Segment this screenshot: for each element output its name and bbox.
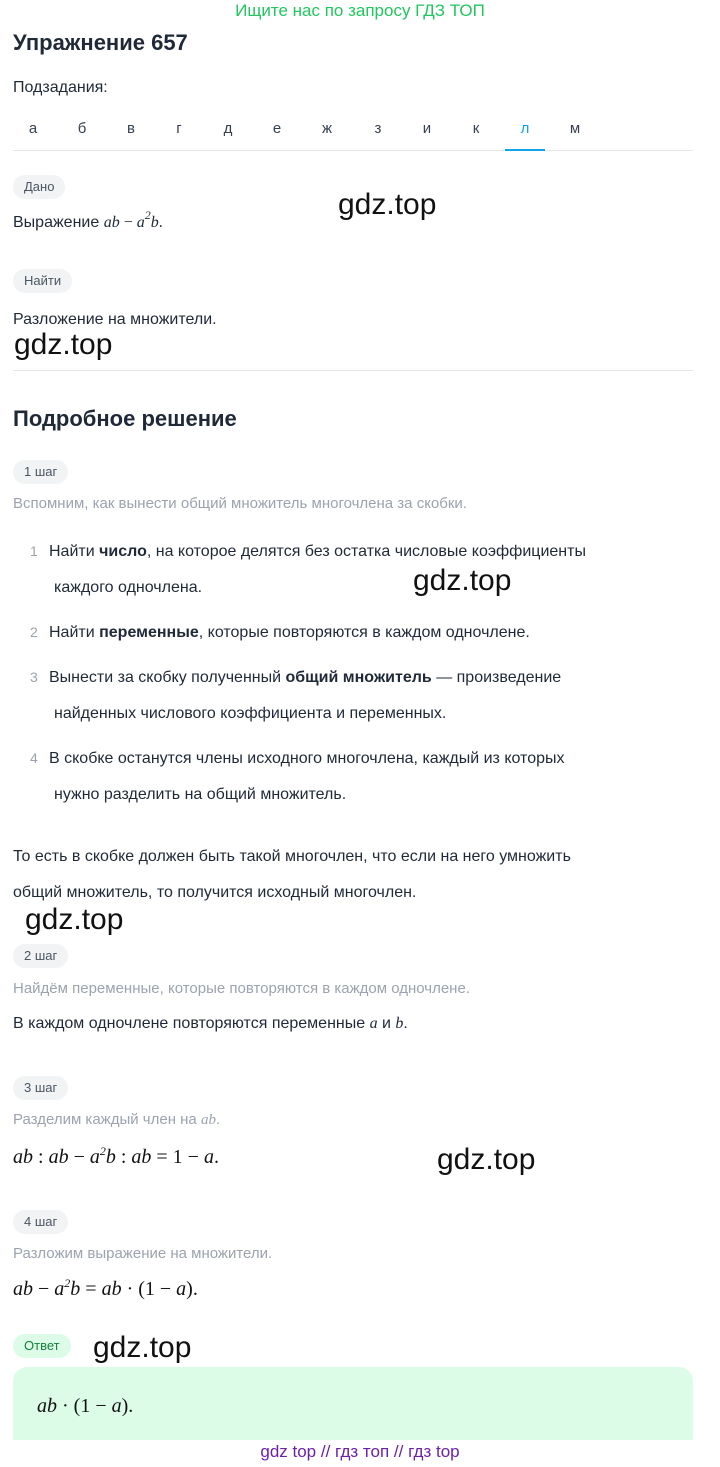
list-item: 4 В скобке останутся члены исходного многочлена, каждый из которых нужно разделить на общий множитель. [30,750,565,803]
tab-e[interactable]: е [272,120,282,137]
promo-banner: Ищите нас по запросу ГДЗ ТОП [235,1,485,20]
step-2-text: В каждом одночлене повторяются переменные a и b. [13,1015,408,1032]
solution-title: Подробное решение [13,406,237,431]
watermark: gdz.top [413,564,512,597]
tab-i[interactable]: и [422,120,432,137]
find-pill: Найти [13,269,72,293]
step-3-expression: ab : ab − $a^2b$ : ab = 1 − a. [13,1144,219,1168]
step-3-hint: Разделим каждый член на ab. [13,1111,221,1128]
tab-g[interactable]: г [176,120,182,137]
find-text: Разложение на множители. [13,311,217,328]
step-3-pill: 3 шаг [13,1076,68,1100]
tab-m[interactable]: м [569,120,581,137]
section-divider [13,370,693,371]
watermark: gdz.top [437,1143,536,1176]
tab-z[interactable]: з [374,120,382,137]
answer-pill: Ответ [13,1334,71,1358]
tab-d[interactable]: д [223,120,233,137]
watermark: gdz.top [14,328,113,361]
list-item: 2 Найти переменные, которые повторяются в каждом одночлене. [30,624,530,641]
step-4-expression: ab − $a^2b$ = ab · (1 − a). [13,1276,198,1300]
subtask-tabs [13,112,693,151]
footer-separator: // [320,1442,331,1461]
step-4-pill: 4 шаг [13,1210,68,1234]
page-title: Упражнение 657 [13,30,188,55]
given-expression: ab − $a^2b$. [103,208,163,231]
tab-v[interactable]: в [127,120,135,137]
list-item: 1 Найти число, на которое делятся без остатка числовые коэффициенты каждого одночлена. [30,543,586,596]
explanation-paragraph: То есть в скобке должен быть такой многочлен, что если на него умножить общий множитель, то получится исходный многочлен. [13,848,571,901]
step-2-pill: 2 шаг [13,944,68,968]
footer-link-gdz-top[interactable]: gdz top [260,1442,317,1461]
list-item: 3 Вынести за скобку полученный общий множитель — произведение найденных числового коэффициента и переменных. [30,669,562,722]
tab-k[interactable]: к [472,120,480,137]
step-1-pill: 1 шаг [13,460,68,484]
footer-links [0,1440,720,1467]
footer-link-gdz-top-ru[interactable]: гдз топ [335,1442,390,1461]
watermark: gdz.top [25,903,124,936]
watermark: gdz.top [93,1331,192,1364]
footer-separator: // [393,1442,404,1461]
given-text: Выражение ab − $a^2b$. [13,208,163,231]
answer-expression: ab · (1 − a). [37,1395,134,1417]
watermark: gdz.top [338,188,437,221]
given-pill: Дано [13,175,65,199]
tab-l[interactable]: л [505,120,545,151]
tab-b[interactable]: б [77,120,87,137]
footer-link-gdz-top-mixed[interactable]: гдз top [408,1442,460,1461]
step-4-hint: Разложим выражение на множители. [13,1245,273,1262]
subtasks-label: Подзадания: [13,79,108,96]
step-2-hint: Найдём переменные, которые повторяются в каждом одночлене. [13,980,470,997]
tab-a[interactable]: а [28,120,38,137]
tab-zh[interactable]: ж [321,120,333,137]
step-1-hint: Вспомним, как вынести общий множитель многочлена за скобки. [13,495,467,512]
